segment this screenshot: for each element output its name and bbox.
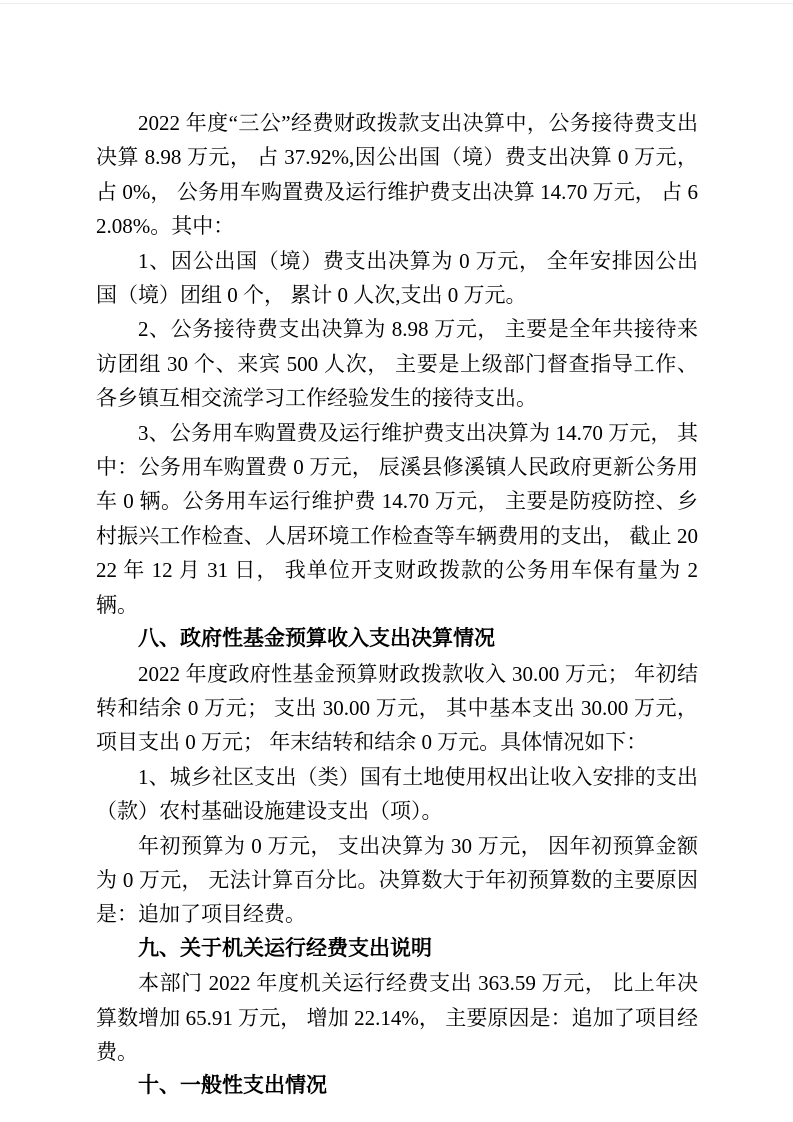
paragraph-operating-expense-detail: 本部门 2022 年度机关运行经费支出 363.59 万元， 比上年决算数增加 65.91 万元， 增加 22.14%， 主要原因是：追加了项目经费。 — [96, 971, 698, 1064]
paragraph-reception-expense: 2、公务接待费支出决算为 8.98 万元， 主要是全年共接待来访团组 30 个、来宾 500 人次， 主要是上级部门督查指导工作、各乡镇互相交流学习工作经验发生的接待支出。 — [96, 317, 698, 411]
document-content — [96, 106, 698, 1104]
section-heading-9-operating-expense: 九、关于机关运行经费支出说明 — [138, 936, 432, 960]
paragraph-government-fund-summary: 2022 年度政府性基金预算财政拨款收入 30.00 万元； 年初结转和结余 0 万元； 支出 30.00 万元， 其中基本支出 30.00 万元， 项目支出 0 万元； 年末结转和结余 0 万元。具体情况如下： — [96, 661, 698, 755]
paragraph-sangong-summary: 2022 年度“三公”经费财政拨款支出决算中，公务接待费支出决算 8.98 万元， 占 37.92%,因公出国（境）费支出决算 0 万元， 占 0%， 公务用车购置费及运行维护费支出决算 14.70 万元， 占 62.08%。其中： — [96, 111, 698, 239]
section-heading-8-government-fund: 八、政府性基金预算收入支出决算情况 — [138, 627, 495, 651]
paragraph-vehicle-expense: 3、公务用车购置费及运行维护费支出决算为 14.70 万元， 其中：公务用车购置费 0 万元， 辰溪县修溪镇人民政府更新公务用车 0 辆。公务用车运行维护费 14.70 万元， 主要是防疫防控、乡村振兴工作检查、人居环境工作检查等车辆费用的支出， 截止 2022 年 12 月 31 日， 我单位开支财政拨款的公务用车保有量为 2 辆。 — [96, 420, 698, 617]
section-heading-10-general-expense: 十、一般性支出情况 — [138, 1074, 327, 1098]
paragraph-abroad-expense: 1、因公出国（境）费支出决算为 0 万元， 全年安排因公出国（境）团组 0 个， 累计 0 人次,支出 0 万元。 — [96, 248, 698, 308]
paragraph-initial-budget-explanation: 年初预算为 0 万元， 支出决算为 30 万元， 因年初预算金额为 0 万元， 无法计算百分比。决算数大于年初预算数的主要原因是：追加了项目经费。 — [96, 833, 698, 927]
paragraph-urban-rural-community-item: 1、城乡社区支出（类）国有土地使用权出让收入安排的支出（款）农村基础设施建设支出（项）。 — [96, 764, 698, 824]
page-top-edge-line — [0, 3, 793, 4]
